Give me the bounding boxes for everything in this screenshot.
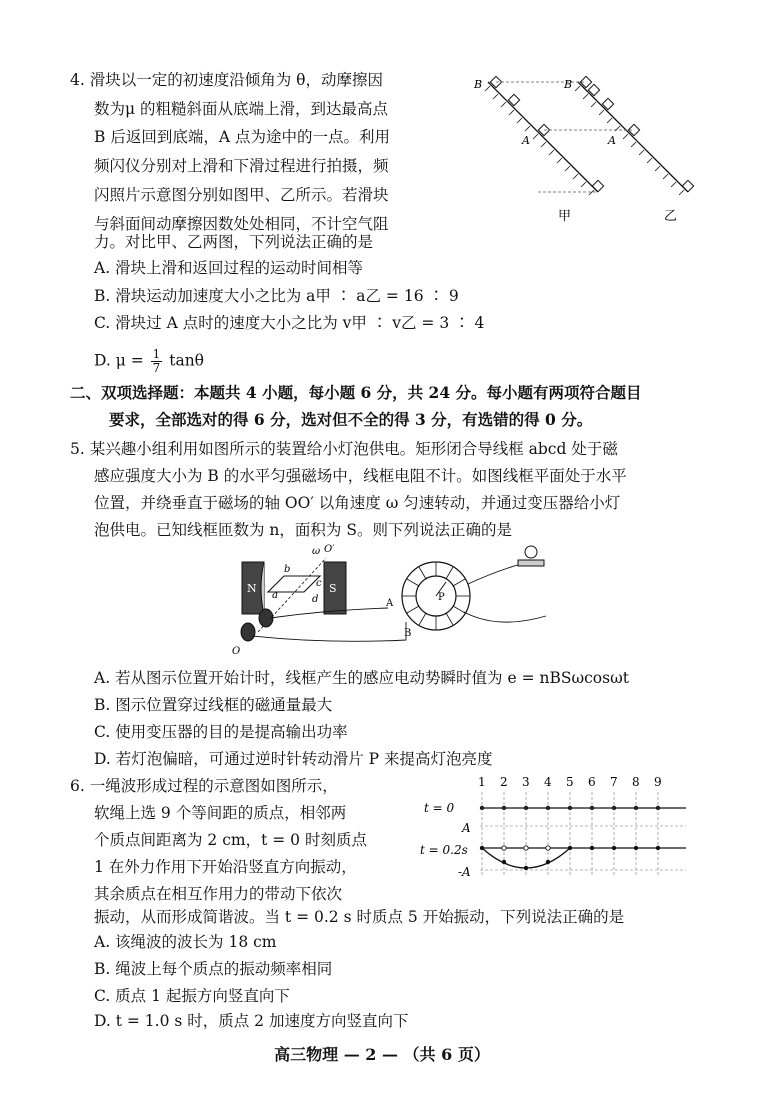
section2-title-line2: 要求，全部选对的得 6 分，选对但不全的得 3 分，有选错的得 0 分。	[109, 410, 593, 429]
q4-option-a: A. 滑块上滑和返回过程的运动时间相等	[94, 259, 364, 277]
svg-text:O′: O′	[324, 544, 335, 555]
q5-label-B: B	[404, 628, 412, 639]
svg-text:1: 1	[478, 775, 486, 789]
q4-option-d-suffix: tanθ	[169, 351, 205, 370]
q5-line-1: 5. 某兴趣小组利用如图所示的装置给小灯泡供电。矩形闭合导线框 abcd 处于磁	[70, 440, 618, 458]
q5-slip-ring-1	[241, 623, 255, 641]
q4-fig-label-b-yi: B	[564, 78, 573, 91]
q5-option-b: B. 图示位置穿过线框的磁通量最大	[94, 696, 333, 714]
q4-option-d-prefix: D. μ =	[94, 351, 144, 370]
q5-label-p: P	[438, 592, 445, 603]
q4-block-yi-5	[682, 180, 693, 191]
q4-line-6: 与斜面间动摩擦因数处处相同，不计空气阻	[94, 215, 389, 233]
q5-option-a: A. 若从图示位置开始计时，线框产生的感应电动势瞬时值为 e = nBSωcosωt	[94, 669, 629, 687]
q4-fig-label-a-jia: A	[522, 134, 530, 147]
svg-text:6: 6	[588, 775, 596, 789]
q4-fig-label-jia: 甲	[558, 209, 572, 224]
svg-text:4: 4	[544, 775, 552, 789]
svg-text:O: O	[232, 646, 241, 657]
q4-fig-label-b-jia: B	[474, 78, 483, 91]
svg-text:3: 3	[522, 775, 530, 789]
page-footer: 高三物理 — 2 — （共 6 页）	[274, 1045, 490, 1064]
q6-label-a: A	[462, 821, 471, 835]
q4-figure	[468, 70, 708, 230]
svg-text:a: a	[272, 590, 278, 601]
svg-text:9: 9	[654, 775, 662, 789]
svg-text:c: c	[316, 578, 322, 589]
q5-option-d: D. 若灯泡偏暗，可通过逆时针转动滑片 P 来提高灯泡亮度	[94, 750, 493, 768]
q4-line-2: 数为μ 的粗糙斜面从底端上滑，到达最高点	[94, 100, 389, 118]
q4-line-1: 4. 滑块以一定的初速度沿倾角为 θ，动摩擦因	[70, 71, 383, 89]
q4-option-d-numerator: 1	[152, 347, 161, 361]
q6-option-d: D. t = 1.0 s 时，质点 2 加速度方向竖直向下	[94, 1012, 409, 1030]
q6-option-b: B. 绳波上每个质点的振动频率相同	[94, 960, 333, 978]
q6-line-6: 振动，从而形成简谐波。当 t = 0.2 s 时质点 5 开始振动，下列说法正确的是	[94, 908, 625, 926]
svg-text:b: b	[284, 564, 291, 575]
section2-title-line1: 二、双项选择题：本题共 4 小题，每小题 6 分，共 24 分。每小题有两项符合题目	[70, 383, 642, 402]
q4-line-3: B 后返回到底端，A 点为途中的一点。利用	[94, 128, 390, 146]
q5-line-3: 位置，并绕垂直于磁场的轴 OO′ 以角速度 ω 匀速转动，并通过变压器给小灯	[94, 494, 621, 512]
q4-option-b: B. 滑块运动加速度大小之比为 a甲 ∶ a乙 = 16 ∶ 9	[94, 287, 459, 305]
q4-line-4: 频闪仪分别对上滑和下滑过程进行拍摄，频	[94, 157, 389, 175]
q4-line-7: 力。对比甲、乙两图，下列说法正确的是	[94, 233, 374, 251]
svg-text:d: d	[312, 594, 319, 605]
q5-figure	[228, 540, 558, 660]
q5-label-s: S	[329, 582, 337, 595]
q5-bulb-base	[518, 560, 544, 566]
q6-label-t0: t = 0	[424, 801, 455, 815]
q4-option-c: C. 滑块过 A 点时的速度大小之比为 v甲 ∶ v乙 = 3 ∶ 4	[94, 314, 485, 332]
q6-line-4: 1 在外力作用下开始沿竖直方向振动，	[94, 858, 357, 876]
q6-line-2: 软绳上选 9 个等间距的质点，相邻两	[94, 804, 347, 822]
q5-line-4: 泡供电。已知线框匝数为 n，面积为 S。则下列说法正确的是	[94, 521, 512, 539]
q4-option-d-denominator: 7	[152, 361, 161, 375]
q6-line-5: 其余质点在相互作用力的带动下依次	[94, 885, 343, 903]
q5-label-n: N	[247, 582, 257, 595]
q6-label-t2: t = 0.2s	[420, 843, 468, 857]
q6-option-a: A. 该绳波的波长为 18 cm	[94, 933, 277, 951]
q6-line-3: 个质点间距离为 2 cm，t = 0 时刻质点	[94, 831, 367, 849]
q6-figure	[418, 772, 698, 890]
q6-line-1: 6. 一绳波形成过程的示意图如图所示，	[70, 777, 338, 795]
q5-line-2: 感应强度大小为 B 的水平匀强磁场中，线框电阻不计。如图线框平面处于水平	[94, 467, 627, 485]
q5-label-A: A	[386, 598, 394, 609]
q4-fig-label-a-yi: A	[608, 134, 616, 147]
q4-fig-label-yi: 乙	[664, 209, 678, 224]
q6-label-neg-a: -A	[458, 865, 471, 879]
svg-text:7: 7	[610, 775, 618, 789]
q5-option-c: C. 使用变压器的目的是提高输出功率	[94, 723, 348, 741]
svg-text:5: 5	[566, 775, 574, 789]
q4-line-5: 闪照片示意图分别如图甲、乙所示。若滑块	[94, 186, 389, 204]
svg-text:ω: ω	[312, 546, 321, 557]
svg-text:8: 8	[632, 775, 640, 789]
q4-option-d	[94, 348, 204, 375]
q5-bulb	[525, 546, 537, 558]
svg-text:2: 2	[500, 775, 508, 789]
q4-block-jia-4	[592, 180, 603, 191]
q6-option-c: C. 质点 1 起振方向竖直向下	[94, 987, 290, 1005]
